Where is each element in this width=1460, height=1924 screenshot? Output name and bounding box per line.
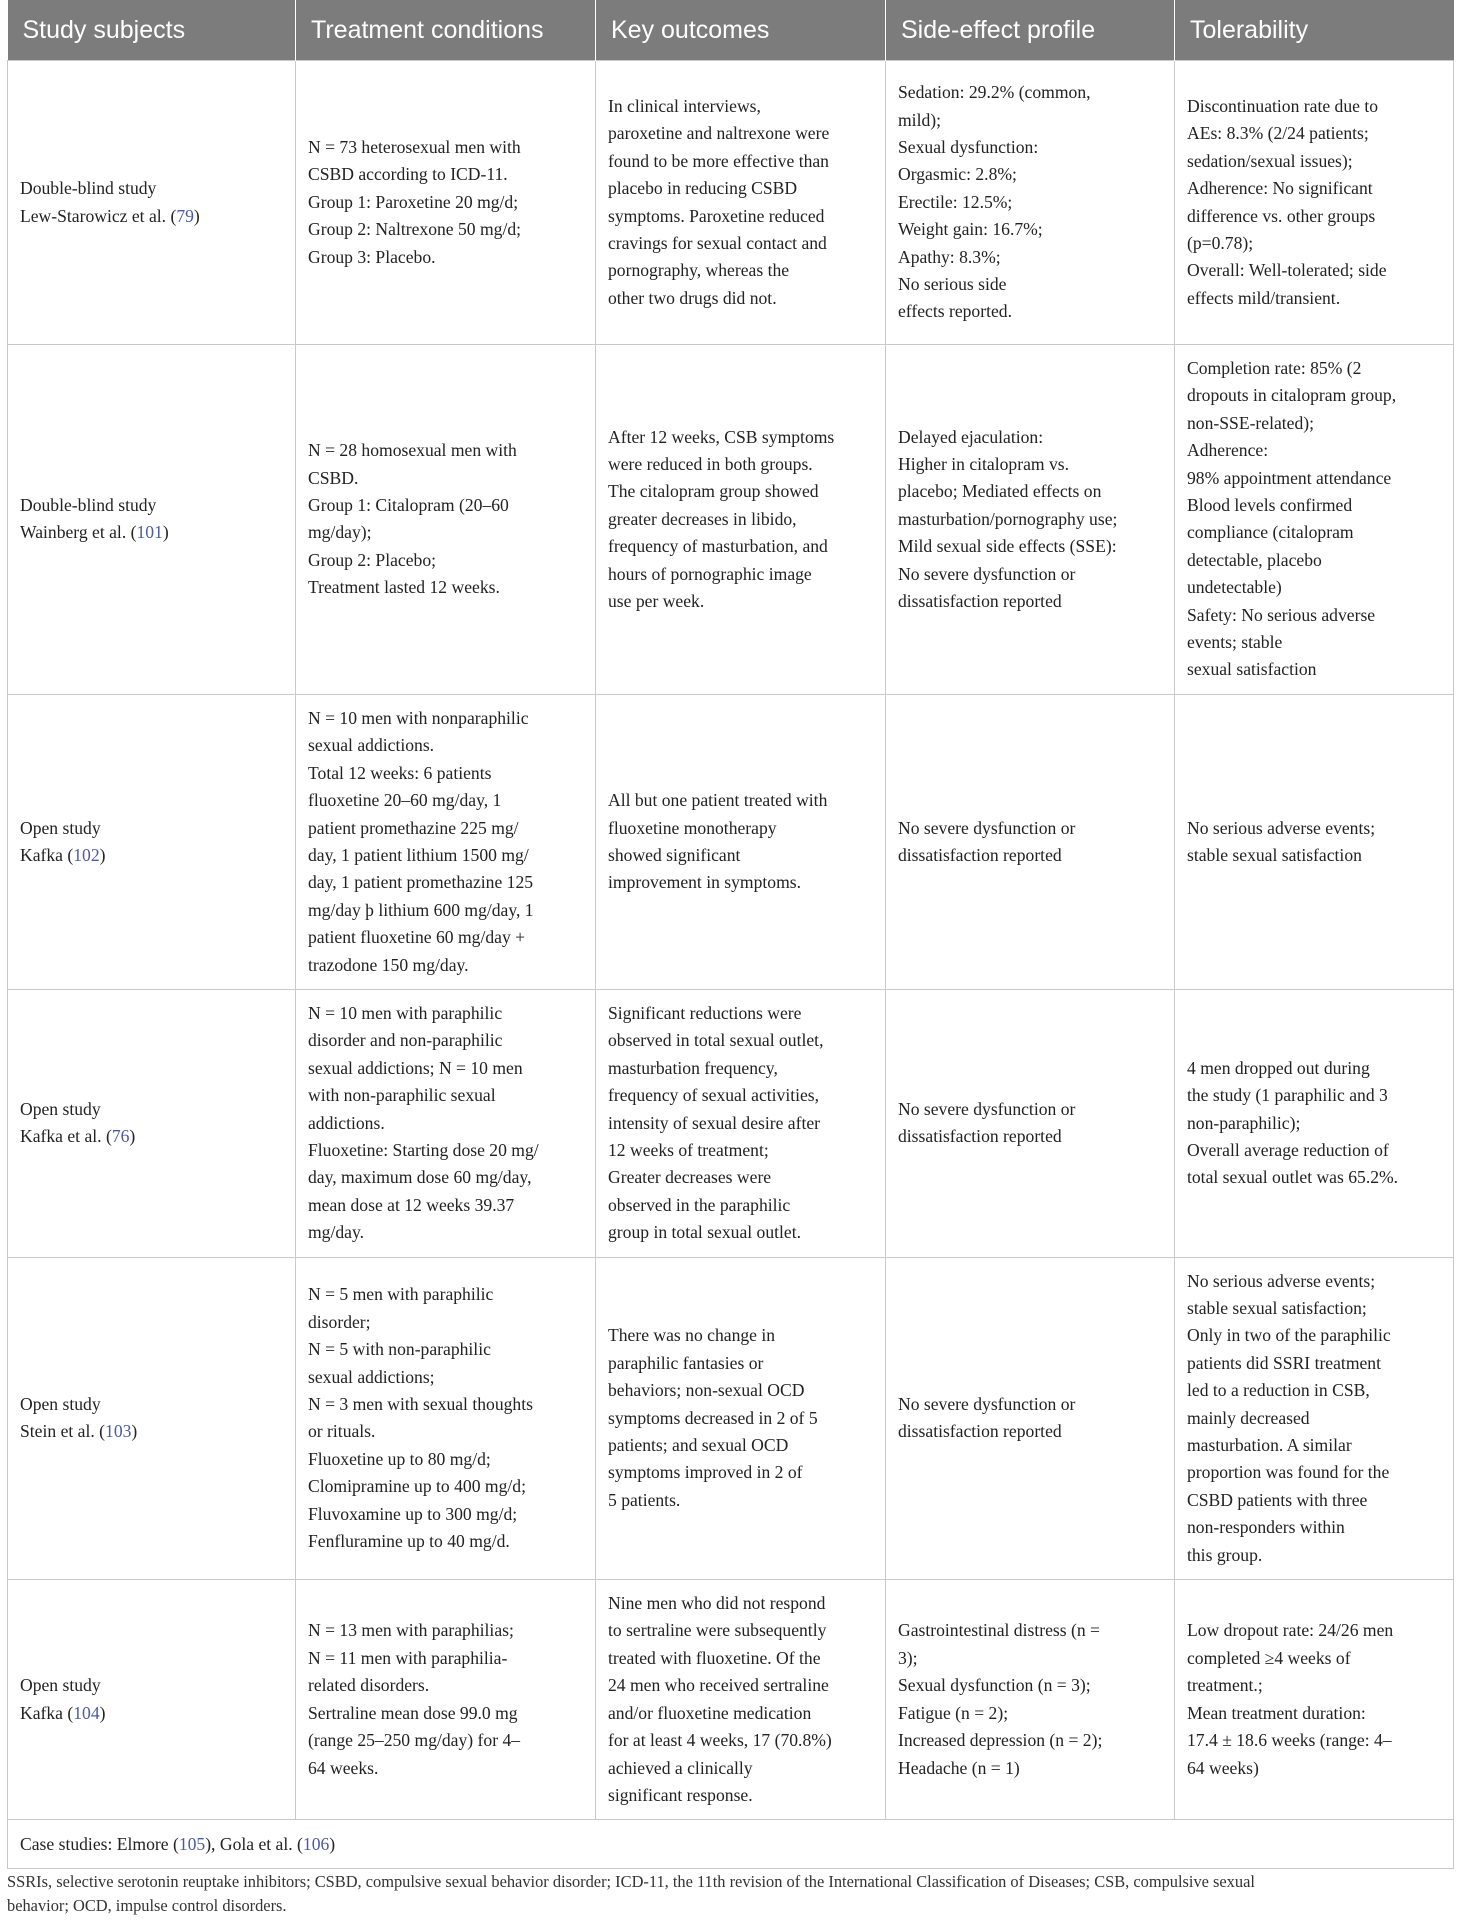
cell-line: 64 weeks. — [308, 1757, 379, 1778]
study-design: Open study — [20, 1675, 101, 1696]
header-side-effect-profile: Side-effect profile — [886, 0, 1175, 61]
cell-line: found to be more effective than — [608, 150, 829, 171]
cell-line: mainly decreased — [1187, 1407, 1310, 1428]
cell-line: masturbation frequency, — [608, 1057, 778, 1078]
tolerability-cell — [1175, 61, 1454, 345]
study-author: Stein et al. ( — [20, 1421, 106, 1442]
cell-line: The citalopram group showed — [608, 481, 819, 502]
cell-line: day, maximum dose 60 mg/day, — [308, 1167, 532, 1188]
cell-line: achieved a clinically — [608, 1757, 753, 1778]
cell-line: sexual satisfaction — [1187, 659, 1317, 680]
side-effects-cell — [886, 694, 1175, 989]
case-studies-cell — [8, 1820, 1454, 1869]
treatment-cell — [296, 694, 596, 989]
study-cell — [8, 1580, 296, 1820]
cell-line: sexual addictions; — [308, 1366, 435, 1387]
cell-line: Significant reductions were — [608, 1002, 802, 1023]
cell-line: Fenfluramine up to 40 mg/d. — [308, 1530, 510, 1551]
cell-line: Completion rate: 85% (2 — [1187, 358, 1362, 378]
case-ref-106[interactable]: 106 — [302, 1833, 330, 1854]
cell-line: hours of pornographic image — [608, 563, 812, 584]
treatment-cell — [296, 1257, 596, 1579]
footnote-line: behavior; OCD, impulse control disorders. — [7, 1896, 287, 1915]
cell-line: Adherence: No significant — [1187, 178, 1373, 199]
cell-line: and/or fluoxetine medication — [608, 1702, 812, 1723]
cell-line: non-responders within — [1187, 1517, 1345, 1538]
cell-line: Orgasmic: 2.8%; — [898, 164, 1017, 185]
cell-line: Higher in citalopram vs. — [898, 453, 1070, 474]
cell-line: CSBD according to ICD-11. — [308, 164, 508, 185]
cell-line: cravings for sexual contact and — [608, 232, 827, 253]
tolerability-cell — [1175, 1257, 1454, 1579]
cell-line: total sexual outlet was 65.2%. — [1187, 1167, 1399, 1188]
cell-line: Adherence: — [1187, 440, 1269, 461]
cell-line: 3); — [898, 1647, 918, 1668]
cell-line: Group 2: Naltrexone 50 mg/d; — [308, 219, 522, 240]
cell-line: 98% appointment attendance — [1187, 467, 1392, 488]
cell-line: detectable, placebo — [1187, 549, 1322, 570]
cell-line: stable sexual satisfaction — [1187, 844, 1362, 865]
cell-line: Overall: Well-tolerated; side — [1187, 260, 1387, 281]
cell-line: Mean treatment duration: — [1187, 1702, 1366, 1723]
outcomes-cell — [596, 694, 886, 989]
side-effects-cell — [886, 1257, 1175, 1579]
study-cell — [8, 694, 296, 989]
table-row — [8, 1257, 1454, 1579]
cell-line: N = 5 men with paraphilic — [308, 1284, 494, 1305]
reference-link[interactable]: 104 — [73, 1702, 100, 1723]
cell-line: No severe dysfunction or — [898, 1393, 1076, 1414]
cell-line: pornography, whereas the — [608, 260, 790, 281]
cell-line: AEs: 8.3% (2/24 patients; — [1187, 123, 1369, 144]
study-table — [7, 0, 1454, 1869]
reference-link[interactable]: 102 — [73, 844, 100, 865]
cell-line: masturbation. A similar — [1187, 1435, 1352, 1456]
cell-line: paraphilic fantasies or — [608, 1352, 764, 1373]
cell-line: difference vs. other groups — [1187, 205, 1376, 226]
study-table-container — [7, 0, 1453, 1869]
cell-line: observed in the paraphilic — [608, 1194, 791, 1215]
study-author-line — [20, 203, 283, 230]
cell-line: Overall average reduction of — [1187, 1139, 1389, 1160]
cell-line: the study (1 paraphilic and 3 — [1187, 1085, 1388, 1106]
cell-line: sexual addictions; N = 10 men — [308, 1057, 523, 1078]
study-author-close: ) — [131, 1421, 138, 1442]
table-row — [8, 989, 1454, 1257]
cell-line: 64 weeks) — [1187, 1757, 1259, 1778]
cell-line: mild); — [898, 109, 942, 130]
footnote-line: SSRIs, selective serotonin reuptake inhibitors; CSBD, compulsive sexual behavior disorder; ICD-11, the 11th revision of the International Classification of Diseases; CSB, compulsive sexual — [7, 1872, 1255, 1891]
table-row — [8, 345, 1454, 695]
cell-line: 12 weeks of treatment; — [608, 1139, 769, 1160]
side-effects-cell — [886, 989, 1175, 1257]
cell-line: to sertraline were subsequently — [608, 1620, 827, 1641]
cell-line: dissatisfaction reported — [898, 1421, 1062, 1442]
cell-line: addictions. — [308, 1112, 385, 1133]
treatment-cell — [296, 989, 596, 1257]
cell-line: N = 13 men with paraphilias; — [308, 1620, 514, 1641]
cell-line: proportion was found for the — [1187, 1462, 1390, 1483]
side-effects-cell — [886, 61, 1175, 345]
cell-line: frequency of masturbation, and — [608, 536, 828, 557]
header-row — [8, 0, 1454, 61]
cell-line: N = 28 homosexual men with — [308, 440, 517, 461]
cell-line: Increased depression (n = 2); — [898, 1730, 1103, 1751]
study-author-close: ) — [162, 522, 169, 543]
cell-line: completed ≥4 weeks of — [1187, 1647, 1351, 1668]
cell-line: In clinical interviews, — [608, 95, 761, 116]
cell-line: symptoms decreased in 2 of 5 — [608, 1407, 818, 1428]
case-studies-row — [8, 1820, 1454, 1869]
treatment-cell — [296, 345, 596, 695]
cell-line: 5 patients. — [608, 1489, 681, 1510]
cell-line: effects mild/transient. — [1187, 287, 1341, 308]
cell-line: improvement in symptoms. — [608, 872, 802, 893]
cell-line: 17.4 ± 18.6 weeks (range: 4– — [1187, 1730, 1392, 1751]
study-design: Open study — [20, 817, 101, 838]
cell-line: Only in two of the paraphilic — [1187, 1325, 1391, 1346]
cell-line: sedation/sexual issues); — [1187, 150, 1353, 171]
cell-line: Blood levels confirmed — [1187, 495, 1353, 516]
cell-line: (p=0.78); — [1187, 232, 1254, 253]
cell-line: fluoxetine monotherapy — [608, 817, 777, 838]
table-row — [8, 1580, 1454, 1820]
study-author: Kafka ( — [20, 1702, 74, 1723]
cell-line: patient promethazine 225 mg/ — [308, 817, 519, 838]
study-cell — [8, 61, 296, 345]
tolerability-cell — [1175, 1580, 1454, 1820]
header-tolerability: Tolerability — [1175, 0, 1454, 61]
cell-line: N = 73 heterosexual men with — [308, 136, 521, 157]
cell-line: Sertraline mean dose 99.0 mg — [308, 1702, 518, 1723]
cell-line: Group 3: Placebo. — [308, 246, 436, 267]
study-design: Double-blind study — [20, 178, 157, 199]
cell-line: compliance (citalopram — [1187, 522, 1354, 543]
cell-line: significant response. — [608, 1784, 753, 1805]
side-effects-cell — [886, 1580, 1175, 1820]
cell-line: masturbation/pornography use; — [898, 508, 1118, 529]
cell-line: undetectable) — [1187, 577, 1282, 598]
cell-line: CSBD. — [308, 467, 359, 488]
cell-line: frequency of sexual activities, — [608, 1085, 820, 1106]
study-author-line — [20, 842, 283, 869]
cell-line: for at least 4 weeks, 17 (70.8%) — [608, 1730, 832, 1751]
cell-line: Fluvoxamine up to 300 mg/d; — [308, 1503, 518, 1524]
cell-line: observed in total sexual outlet, — [608, 1030, 824, 1051]
study-author-close: ) — [193, 205, 200, 226]
cell-line: use per week. — [608, 590, 705, 611]
header-study-subjects: Study subjects — [8, 0, 296, 61]
cell-line: Total 12 weeks: 6 patients — [308, 762, 492, 783]
cell-line: dissatisfaction reported — [898, 1126, 1062, 1147]
cell-line: this group. — [1187, 1544, 1263, 1565]
cell-line: N = 10 men with nonparaphilic — [308, 707, 529, 728]
cell-line: placebo; Mediated effects on — [898, 481, 1102, 502]
cell-line: Sexual dysfunction (n = 3); — [898, 1675, 1091, 1696]
cell-line: greater decreases in libido, — [608, 508, 797, 529]
cell-line: day, 1 patient promethazine 125 — [308, 872, 534, 893]
cell-line: Apathy: 8.3%; — [898, 246, 1001, 267]
cell-line: placebo in reducing CSBD — [608, 178, 798, 199]
cell-line: 24 men who received sertraline — [608, 1675, 829, 1696]
study-cell — [8, 345, 296, 695]
cell-line: behaviors; non-sexual OCD — [608, 1380, 805, 1401]
study-author-line — [20, 1123, 283, 1150]
cell-line: Headache (n = 1) — [898, 1757, 1020, 1778]
cell-line: Fatigue (n = 2); — [898, 1702, 1009, 1723]
cell-line: non-SSE-related); — [1187, 412, 1315, 433]
cell-line: N = 11 men with paraphilia- — [308, 1647, 508, 1668]
treatment-cell — [296, 1580, 596, 1820]
cell-line: or rituals. — [308, 1421, 376, 1442]
table-row — [8, 694, 1454, 989]
cell-line: were reduced in both groups. — [608, 453, 813, 474]
cell-line: 4 men dropped out during — [1187, 1057, 1370, 1078]
reference-link[interactable]: 103 — [105, 1421, 132, 1442]
cell-line: All but one patient treated with — [608, 790, 828, 811]
cell-line: with non-paraphilic sexual — [308, 1085, 496, 1106]
study-author-line — [20, 1700, 283, 1727]
cell-line: fluoxetine 20–60 mg/day, 1 — [308, 790, 502, 811]
cell-line: paroxetine and naltrexone were — [608, 123, 830, 144]
cell-line: (range 25–250 mg/day) for 4– — [308, 1730, 521, 1751]
cell-line: Mild sexual side effects (SSE): — [898, 536, 1117, 557]
reference-link[interactable]: 79 — [176, 205, 194, 226]
cell-line: Low dropout rate: 24/26 men — [1187, 1620, 1394, 1641]
cell-line: There was no change in — [608, 1325, 776, 1346]
study-author-close: ) — [129, 1126, 136, 1147]
cell-line: Fluoxetine up to 80 mg/d; — [308, 1448, 491, 1469]
cell-line: mg/day); — [308, 522, 372, 543]
cell-line: stable sexual satisfaction; — [1187, 1298, 1367, 1318]
cell-line: No serious side — [898, 274, 1007, 295]
study-cell — [8, 989, 296, 1257]
outcomes-cell — [596, 61, 886, 345]
study-author: Wainberg et al. ( — [20, 522, 137, 543]
cell-line: No serious adverse events; — [1187, 1270, 1376, 1291]
cell-line: Gastrointestinal distress (n = — [898, 1620, 1100, 1641]
cell-line: dissatisfaction reported — [898, 590, 1062, 611]
cell-line: intensity of sexual desire after — [608, 1112, 821, 1133]
cell-line: other two drugs did not. — [608, 287, 777, 308]
cell-line: patients; and sexual OCD — [608, 1435, 789, 1456]
cell-line: symptoms. Paroxetine reduced — [608, 205, 825, 226]
cell-line: No severe dysfunction or — [898, 817, 1076, 838]
cell-line: mg/day. — [308, 1222, 365, 1243]
reference-link[interactable]: 101 — [136, 522, 163, 543]
case-studies-suffix: ) — [329, 1833, 336, 1854]
tolerability-cell — [1175, 345, 1454, 695]
cell-line: dropouts in citalopram group, — [1187, 385, 1397, 406]
table-footnote — [7, 1870, 1453, 1918]
table-row — [8, 61, 1454, 345]
cell-line: group in total sexual outlet. — [608, 1222, 802, 1243]
cell-line: Group 2: Placebo; — [308, 549, 437, 570]
header-treatment-conditions: Treatment conditions — [296, 0, 596, 61]
study-author-close: ) — [99, 1702, 106, 1723]
cell-line: Greater decreases were — [608, 1167, 772, 1188]
study-cell — [8, 1257, 296, 1579]
study-author-close: ) — [99, 844, 106, 865]
cell-line: N = 10 men with paraphilic — [308, 1002, 503, 1023]
cell-line: symptoms improved in 2 of — [608, 1462, 803, 1483]
study-author-line — [20, 519, 283, 546]
cell-line: Fluoxetine: Starting dose 20 mg/ — [308, 1139, 539, 1160]
cell-line: Nine men who did not respond — [608, 1593, 826, 1614]
cell-line: related disorders. — [308, 1675, 430, 1696]
outcomes-cell — [596, 345, 886, 695]
study-author: Kafka ( — [20, 844, 74, 865]
outcomes-cell — [596, 1257, 886, 1579]
cell-line: patients did SSRI treatment — [1187, 1352, 1381, 1373]
cell-line: non-paraphilic); — [1187, 1112, 1301, 1133]
cell-line: Delayed ejaculation: — [898, 426, 1044, 447]
cell-line: Discontinuation rate due to — [1187, 95, 1379, 116]
cell-line: No severe dysfunction or — [898, 1098, 1076, 1119]
study-design: Open study — [20, 1393, 101, 1414]
cell-line: Sexual dysfunction: — [898, 136, 1039, 157]
cell-line: N = 5 with non-paraphilic — [308, 1339, 491, 1360]
case-studies-prefix: Case studies: Elmore ( — [20, 1833, 179, 1854]
cell-line: No severe dysfunction or — [898, 563, 1076, 584]
cell-line: sexual addictions. — [308, 735, 435, 756]
cell-line: patient fluoxetine 60 mg/day + — [308, 927, 526, 948]
cell-line: Treatment lasted 12 weeks. — [308, 577, 500, 598]
cell-line: N = 3 men with sexual thoughts — [308, 1393, 533, 1414]
cell-line: led to a reduction in CSB, — [1187, 1380, 1370, 1401]
study-design: Open study — [20, 1098, 101, 1119]
cell-line: dissatisfaction reported — [898, 844, 1062, 865]
cell-line: Sedation: 29.2% (common, — [898, 82, 1091, 103]
treatment-cell — [296, 61, 596, 345]
tolerability-cell — [1175, 694, 1454, 989]
cell-line: No serious adverse events; — [1187, 817, 1376, 838]
cell-line: mean dose at 12 weeks 39.37 — [308, 1194, 515, 1215]
study-author-line — [20, 1418, 283, 1445]
reference-link[interactable]: 76 — [111, 1126, 130, 1147]
cell-line: disorder and non-paraphilic — [308, 1030, 503, 1051]
study-author: Kafka et al. ( — [20, 1126, 112, 1147]
cell-line: Group 1: Citalopram (20–60 — [308, 495, 509, 516]
cell-line: mg/day þ lithium 600 mg/day, 1 — [308, 899, 534, 920]
cell-line: Weight gain: 16.7%; — [898, 219, 1043, 240]
header-key-outcomes: Key outcomes — [596, 0, 886, 61]
study-author: Lew-Starowicz et al. ( — [20, 205, 177, 226]
cell-line: treated with fluoxetine. Of the — [608, 1647, 821, 1668]
cell-line: trazodone 150 mg/day. — [308, 954, 469, 975]
cell-line: CSBD patients with three — [1187, 1489, 1368, 1510]
cell-line: Safety: No serious adverse — [1187, 604, 1376, 625]
outcomes-cell — [596, 1580, 886, 1820]
case-ref-105[interactable]: 105 — [178, 1833, 206, 1854]
cell-line: day, 1 patient lithium 1500 mg/ — [308, 844, 529, 865]
cell-line: After 12 weeks, CSB symptoms — [608, 426, 835, 447]
cell-line: events; stable — [1187, 632, 1283, 653]
outcomes-cell — [596, 989, 886, 1257]
tolerability-cell — [1175, 989, 1454, 1257]
cell-line: Erectile: 12.5%; — [898, 191, 1013, 212]
cell-line: effects reported. — [898, 301, 1012, 322]
cell-line: showed significant — [608, 844, 741, 865]
case-studies-middle: ), Gola et al. ( — [205, 1833, 303, 1854]
cell-line: Clomipramine up to 400 mg/d; — [308, 1476, 526, 1497]
study-design: Double-blind study — [20, 495, 157, 516]
cell-line: disorder; — [308, 1311, 371, 1332]
cell-line: Group 1: Paroxetine 20 mg/d; — [308, 191, 519, 212]
side-effects-cell — [886, 345, 1175, 695]
cell-line: treatment.; — [1187, 1675, 1263, 1696]
